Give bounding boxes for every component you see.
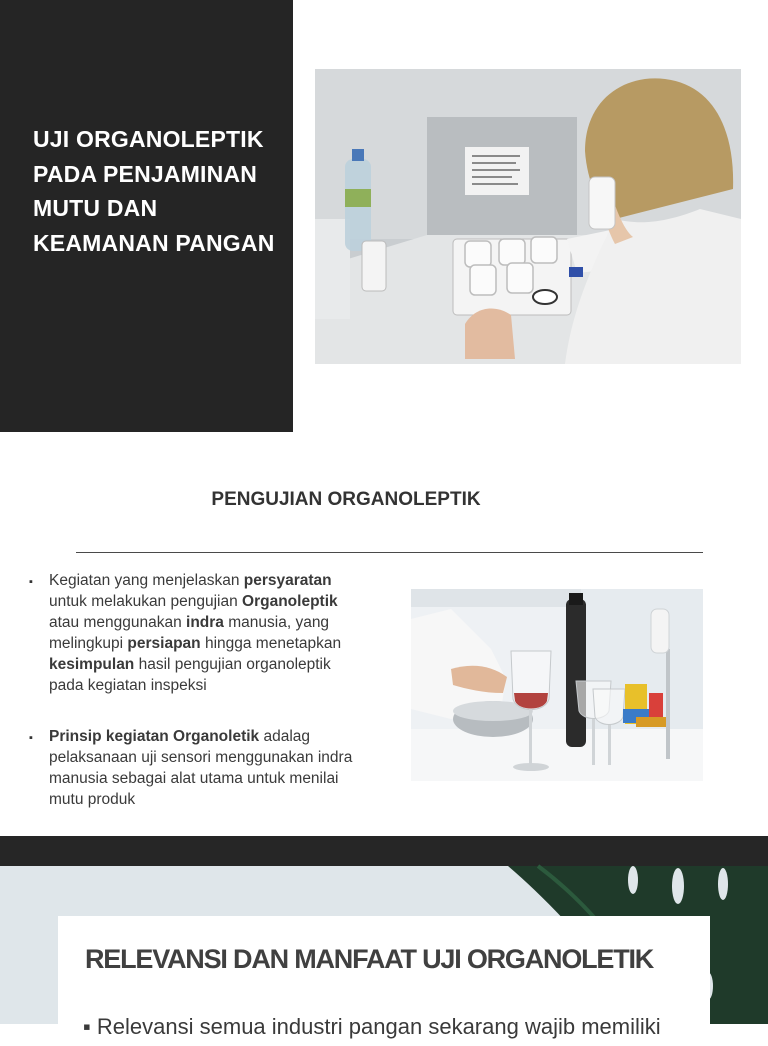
sensory-booth-illustration (315, 69, 741, 364)
title-line: MUTU DAN (33, 195, 158, 221)
text-run: manusia, yang (223, 614, 330, 631)
text-line: mutu produk (49, 791, 136, 808)
slide-divider-band (0, 836, 768, 866)
text-run: Kegiatan yang menjelaskan (49, 572, 244, 589)
bullet-square-icon: ▪ (29, 732, 33, 744)
content-card (58, 916, 710, 1046)
bullet-square-icon: ▪ (29, 576, 33, 588)
text-line (49, 633, 397, 654)
bold-term: kesimpulan (49, 656, 135, 673)
title-line: PADA PENJAMINAN (33, 160, 258, 187)
card-title: RELEVANSI DAN MANFAAT UJI ORGANOLETIK (85, 944, 654, 974)
wine-tasting-lab-photo (411, 589, 703, 781)
card-bullet-text: ▪ Relevansi semua industri pangan sekarang wajib memiliki (83, 1014, 661, 1039)
text-line (49, 726, 397, 747)
bold-term: Prinsip kegiatan Organoletik (49, 728, 260, 745)
text-line (49, 591, 397, 612)
text-line: pelaksanaan uji sensori menggunakan indra (49, 749, 353, 766)
title-line: KEAMANAN PANGAN (33, 229, 275, 256)
text-line: pada kegiatan inspeksi (49, 677, 207, 694)
slide-pengujian (0, 432, 768, 836)
text-line: manusia sebagai alat utama untuk menilai (49, 770, 339, 787)
slide-relevansi (0, 866, 768, 1039)
text-run: atau menggunakan (49, 614, 187, 631)
title-line: UJI ORGANOLEPTIK (33, 126, 264, 152)
text-run: adalag (259, 728, 311, 745)
bullet-item-definition (27, 570, 397, 696)
sensory-booth-photo (315, 69, 741, 364)
bullet-list (27, 570, 397, 810)
text-line (49, 570, 397, 591)
bold-term: Organoleptik (242, 593, 338, 610)
text-line (49, 612, 397, 633)
text-run: untuk melakukan pengujian (49, 593, 243, 610)
slide-title-text (33, 122, 288, 260)
bold-term: indra (186, 614, 224, 631)
lab-glasses-illustration (411, 589, 703, 781)
section-heading: PENGUJIAN ORGANOLEPTIK (211, 489, 481, 510)
text-run: hingga menetapkan (200, 635, 342, 652)
bullet-item-principle (27, 726, 397, 810)
slide-title (0, 0, 768, 432)
bold-term: persyaratan (243, 572, 332, 589)
text-run: melingkupi (49, 635, 128, 652)
bold-term: persiapan (127, 635, 201, 652)
text-line (49, 654, 397, 675)
heading-divider (76, 552, 703, 553)
text-run: hasil pengujian organoleptik (134, 656, 331, 673)
